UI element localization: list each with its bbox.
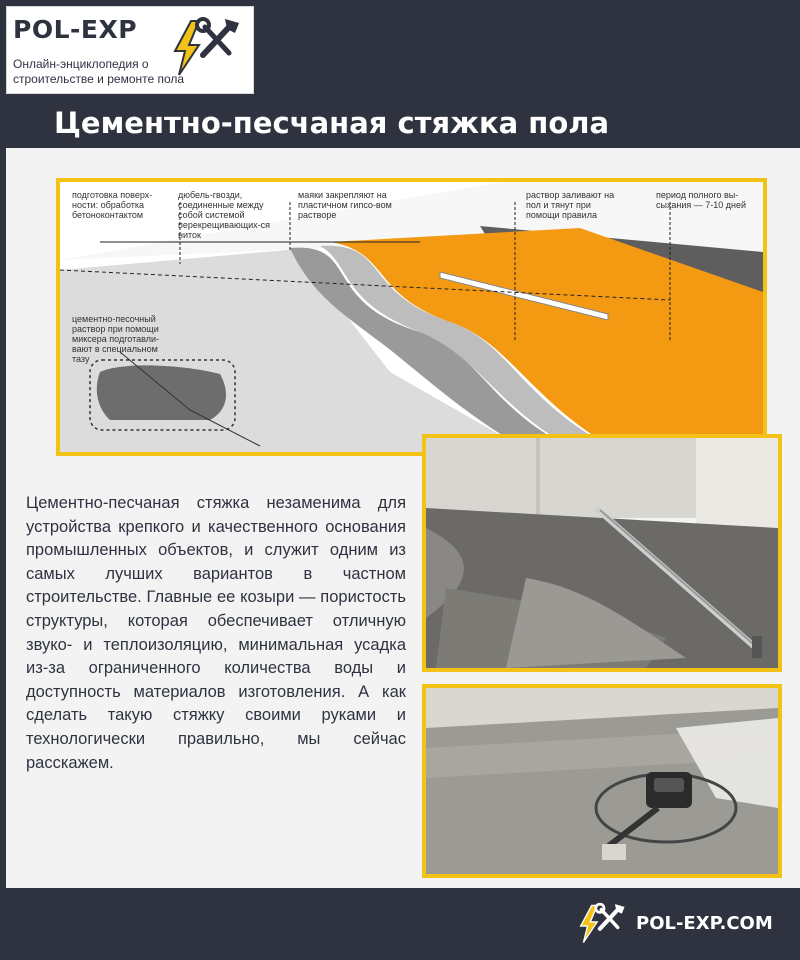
diagram-label-drying-period: период полного вы-сыхания — 7-10 дней xyxy=(656,190,747,210)
content-panel xyxy=(6,148,800,888)
diagram-label-dowel-nails: дюбель-гвозди, соединенные между собой системой перекрещивающих-ся ниток xyxy=(178,190,271,240)
screed-diagram xyxy=(56,178,767,456)
diagram-label-mortar-mixing: цементно-песочный раствор при помощи миксера подготавли-вают в специальном тазу xyxy=(72,314,159,364)
footer-site-link[interactable]: POL-EXP.COM xyxy=(636,913,773,934)
photo-finished-floor xyxy=(422,684,782,878)
diagram-label-beacons: маяки закрепляют на пластичном гипсо-вом растворе xyxy=(298,190,392,220)
photo-screed-pouring xyxy=(422,434,782,672)
tagline: Онлайн-энциклопедия о строительстве и ремонте пола xyxy=(13,57,185,86)
diagram-label-surface-prep: подготовка поверх-ности: обработка бетоноконтактом xyxy=(72,190,153,220)
header-logo-block xyxy=(6,6,254,94)
page-title: Цементно-песчаная стяжка пола xyxy=(54,106,610,140)
title-banner xyxy=(0,94,654,148)
lightning-wrench-hammer-footer-icon xyxy=(576,900,632,953)
diagram-label-pour-mortar: раствор заливают на пол и тянут при помощи правила xyxy=(526,190,615,220)
article-intro-text: Цементно-песчаная стяжка незаменима для устройства крепкого и качественного основания промышленных объектов, и служит одним из самых лучших вариантов в частном строительстве. Главные ее козыри — пористость структуры, которая обеспечивает отличную звуко- и теплоизоляцию, минимальная усадка из-за ограниченного количества воды и доступность материалов изготовления. А как сделать такую стяжку своими руками и технологически правильно, мы сейчас расскажем. xyxy=(26,494,406,772)
brand-name: POL-EXP xyxy=(13,15,138,44)
